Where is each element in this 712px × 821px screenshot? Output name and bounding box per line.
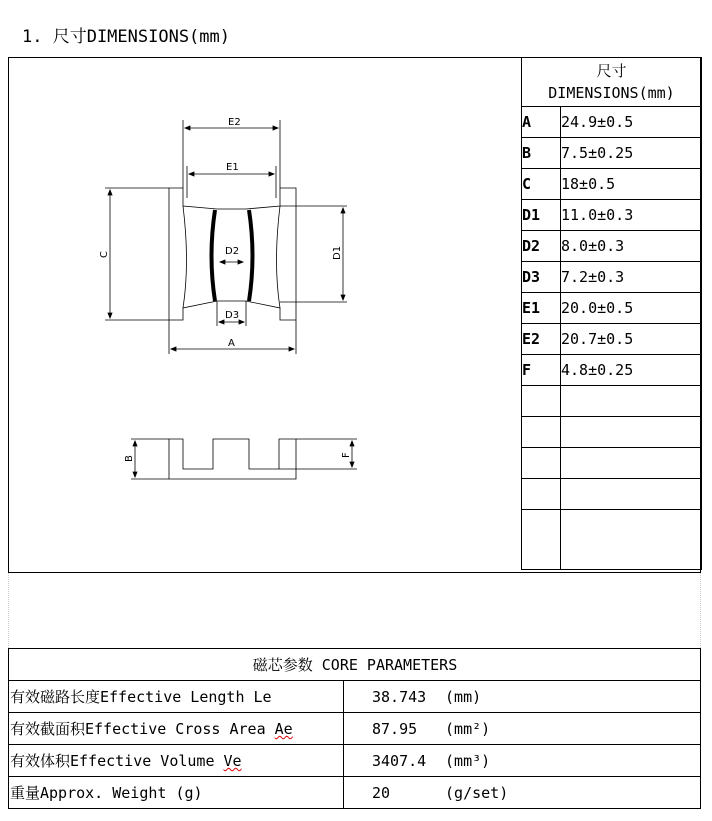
table-row-empty [522, 448, 702, 479]
dimensions-table-header: 尺寸 DIMENSIONS(mm) [522, 58, 702, 107]
table-row-empty [522, 417, 702, 448]
winding-right [249, 210, 253, 301]
dimensions-table [521, 57, 702, 570]
param-label: 重量Approx. Weight (g) [9, 777, 344, 809]
label-A: A [228, 338, 235, 349]
label-E1: E1 [226, 162, 239, 173]
outer-leg-left [183, 206, 187, 308]
label-D1: D1 [332, 245, 343, 260]
core-side-view [169, 439, 296, 479]
table-row [9, 713, 701, 745]
label-F: F [341, 452, 352, 458]
param-value: 38.743 (mm) [344, 681, 701, 713]
winding-left [212, 210, 216, 301]
table-row [9, 777, 701, 809]
label-C: C [99, 251, 110, 258]
param-value: 87.95 (mm²) [344, 713, 701, 745]
table-row: D3 7.2±0.3 [522, 262, 702, 293]
table-row: A 24.9±0.5 [522, 107, 702, 138]
section-heading: 1. 尺寸DIMENSIONS(mm) [22, 27, 230, 47]
table-row-empty [522, 386, 702, 417]
table-row: E2 20.7±0.5 [522, 324, 702, 355]
table-row: F 4.8±0.25 [522, 355, 702, 386]
table-row: B 7.5±0.25 [522, 138, 702, 169]
table-row: D1 11.0±0.3 [522, 200, 702, 231]
table-row-empty [522, 510, 702, 570]
param-value: 20 (g/set) [344, 777, 701, 809]
table-row: E1 20.0±0.5 [522, 293, 702, 324]
table-row: D2 8.0±0.3 [522, 231, 702, 262]
param-label: 有效截面积Effective Cross Area Ae [9, 713, 344, 745]
table-row [9, 745, 701, 777]
core-parameters-title: 磁芯参数 CORE PARAMETERS [9, 649, 701, 681]
table-row: C 18±0.5 [522, 169, 702, 200]
core-drawing [9, 58, 521, 572]
spacer [8, 573, 701, 648]
dimensions-panel [8, 57, 701, 573]
label-B: B [124, 455, 135, 462]
param-label: 有效体积Effective Volume Ve [9, 745, 344, 777]
param-value: 3407.4 (mm³) [344, 745, 701, 777]
param-label: 有效磁路长度Effective Length Le [9, 681, 344, 713]
core-parameters-table [8, 648, 701, 809]
table-row-empty [522, 479, 702, 510]
label-D3: D3 [225, 310, 240, 321]
label-D2: D2 [225, 246, 240, 257]
outer-leg-right [277, 206, 281, 308]
table-row [9, 681, 701, 713]
label-E2: E2 [228, 117, 241, 128]
